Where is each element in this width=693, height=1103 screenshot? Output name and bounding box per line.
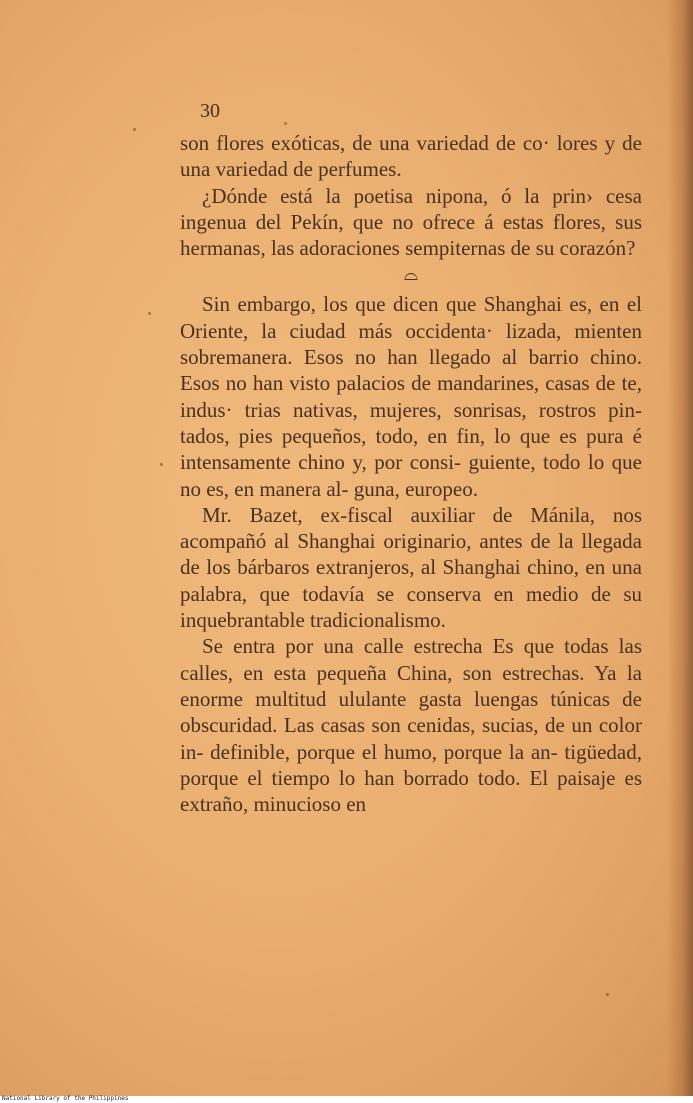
section-ornament: ⌓ <box>403 264 419 285</box>
paper-speck <box>606 993 609 996</box>
paragraph-2: ¿Dónde está la poetisa nipona, ó la prin› cesa ingenua del Pekín, que no ofrece á estas flores, sus hermanas, las adoraciones sempiternas de su corazón? <box>180 183 642 261</box>
paragraph-5: Se entra por una calle estrecha Es que todas las calles, en esta pequeña China, son estrechas. Ya la enorme multitud ululante gasta luengas túnicas de obscuridad. Las casas son cenidas, sucias, de un color in- definible, porque el humo, porque la an- tigüedad, porque el tiempo lo han borrado todo. El paisaje es extraño, minucioso en <box>180 634 642 817</box>
paper-speck <box>133 128 136 131</box>
paragraph-1: son flores exóticas, de una variedad de co· lores y de una variedad de perfumes. <box>180 131 642 182</box>
paragraph-4: Mr. Bazet, ex-fiscal auxiliar de Mánila, nos acompañó al Shanghai originario, antes de la llegada de los bárbaros extranjeros, al Shanghai chino, en una palabra, que todavía se conserva en medio de su inquebrantable tradicionalismo. <box>180 502 642 633</box>
footer-bar <box>0 1096 693 1103</box>
footer-credit: National Library of the Philippines <box>2 1095 129 1102</box>
paper-speck <box>148 312 151 315</box>
paragraph-3: Sin embargo, los que dicen que Shanghai es, en el Oriente, la ciudad más occidenta· lizada, mienten sobremanera. Esos no han llegado al barrio chino. Esos no han visto palacios de mandarines, casas de te, indus· trias nativas, mujeres, sonrisas, rostros pin- tados, pies pequeños, todo, en fin, lo que es pura é intensamente chino y, por consi- guiente, todo lo que no es, en manera al- guna, europeo. <box>180 292 642 501</box>
body-text <box>180 130 642 817</box>
page-number: 30 <box>200 100 220 122</box>
paper-speck <box>160 463 163 466</box>
paper-speck <box>284 122 287 125</box>
page-edge-shadow <box>667 0 693 1096</box>
